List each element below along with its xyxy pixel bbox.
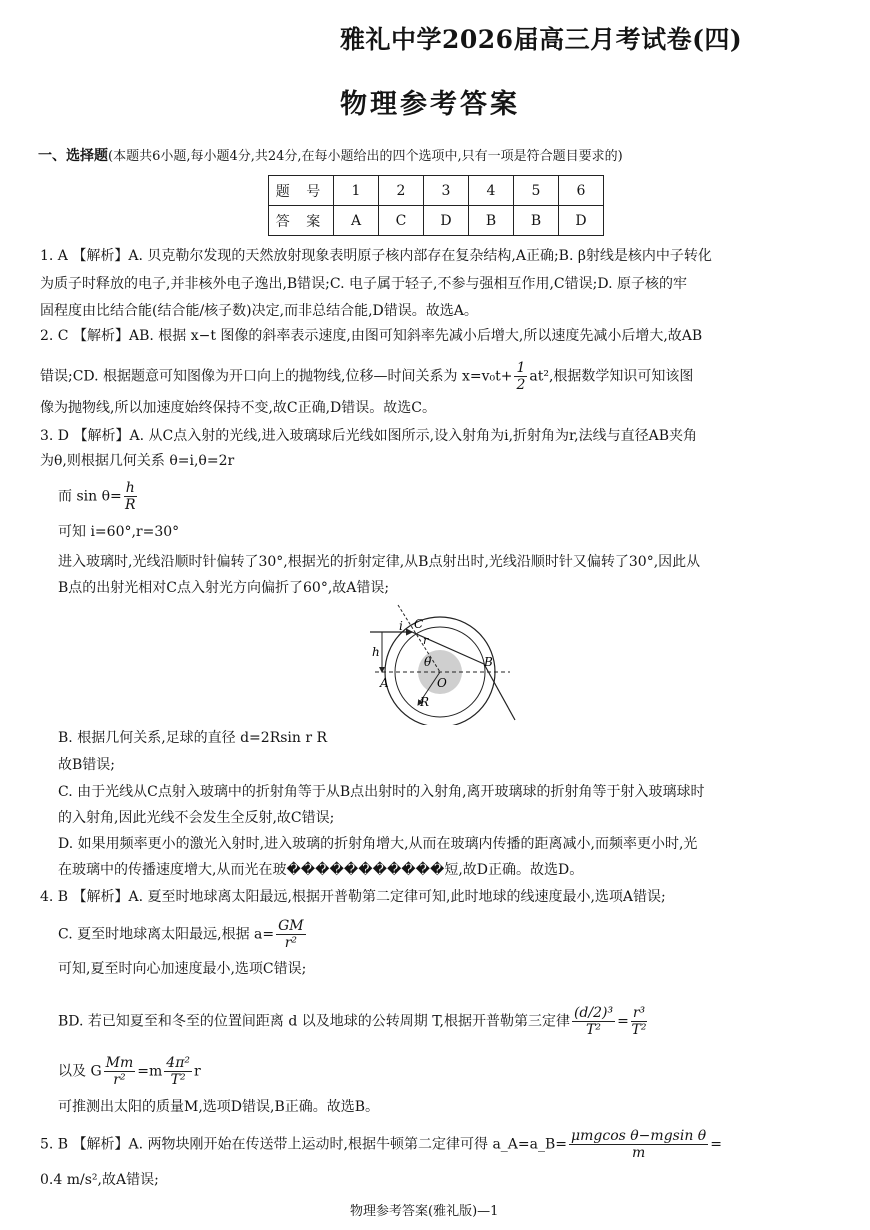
table-cell: C <box>379 206 424 236</box>
diagram-label: O <box>437 676 447 690</box>
q2-line: 像为抛物线,所以加速度始终保持不变,故C正确,D错误。故选C。 <box>40 400 436 416</box>
frac-numerator: 1 <box>516 360 526 376</box>
table-cell: D <box>559 206 604 236</box>
table-cell: B <box>514 206 559 236</box>
q3-line: 的入射角,因此光线不会发生全反射,故C错误; <box>58 810 335 826</box>
q3-line <box>58 480 139 513</box>
q3-line: 在玻璃中的传播速度增大,从而光在玻�����������短,故D正确。故选D。 <box>58 862 584 878</box>
diagram-label: C <box>414 617 424 631</box>
q5-fraction <box>569 1128 708 1161</box>
frac-numerator: h <box>125 480 135 496</box>
table-cell: A <box>334 206 379 236</box>
q5-text: = <box>710 1136 722 1153</box>
diagram-label: A <box>380 676 389 690</box>
q1-line: 固程度由比结合能(结合能/核子数)决定,而非总结合能,D错误。故选A。 <box>40 303 478 319</box>
q2-fraction <box>514 360 527 393</box>
table-cell: 1 <box>334 176 379 206</box>
frac-numerator: (d/2)³ <box>573 1005 614 1021</box>
q4-line <box>58 918 308 951</box>
q4-line: 可推测出太阳的质量M,选项D错误,B正确。故选B。 <box>58 1099 380 1115</box>
frac-numerator: r³ <box>632 1005 646 1021</box>
q3-fraction <box>124 480 137 513</box>
q3-line: B. 根据几何关系,足球的直径 d=2Rsin r R <box>58 730 328 746</box>
diagram-label: r <box>423 634 429 647</box>
q3-text: 而 sin θ= <box>58 488 122 505</box>
q3-line: B点的出射光相对C点入射光方向偏折了60°,故A错误; <box>58 580 390 596</box>
frac-denominator: r² <box>113 1072 126 1088</box>
table-cell: 2 <box>379 176 424 206</box>
q1-line: 为质子时释放的电子,并非核外电子逸出,B错误;C. 电子属于轻子,不参与强相互作用,C错误;D. 原子核的牢 <box>40 276 687 292</box>
q4-text: BD. 若已知夏至和冬至的位置间距离 d 以及地球的公转周期 T,根据开普勒第三定律 <box>58 1013 570 1030</box>
page-footer: 物理参考答案(雅礼版)—1 <box>350 1204 499 1219</box>
refraction-diagram <box>360 600 530 725</box>
section-label: 一、选择题 <box>38 148 108 164</box>
frac-numerator: GM <box>278 918 304 934</box>
frac-denominator: 2 <box>516 377 526 393</box>
frac-denominator: m <box>631 1145 646 1161</box>
frac-denominator: T² <box>586 1022 601 1038</box>
frac-denominator: R <box>124 497 136 513</box>
exit-ray <box>484 664 515 720</box>
table-cell: 4 <box>469 176 514 206</box>
q4-text: =m <box>137 1063 163 1080</box>
q4-text: = <box>617 1013 629 1030</box>
q4-line: 4. B 【解析】A. 夏至时地球离太阳最远,根据开普勒第二定律可知,此时地球的线速度最小,选项A错误; <box>40 889 666 905</box>
section-description: (本题共6小题,每小题4分,共24分,在每小题给出的四个选项中,只有一项是符合题目要求的) <box>108 149 623 164</box>
q4-text: r <box>194 1063 201 1080</box>
q4-fraction <box>104 1055 136 1088</box>
q3-line: C. 由于光线从C点射入玻璃中的折射角等于从B点出射时的入射角,离开玻璃球的折射角等于射入玻璃球时 <box>58 784 705 800</box>
frac-denominator: r² <box>284 935 298 951</box>
q3-line: 进入玻璃时,光线沿顺时针偏转了30°,根据光的折射定律,从B点射出时,光线沿顺时针又偏转了30°,因此从 <box>58 554 701 570</box>
q5-line: 0.4 m/s²,故A错误; <box>40 1172 159 1188</box>
document-title: 物理参考答案 <box>340 89 520 120</box>
q4-line <box>58 1005 649 1038</box>
table-cell: D <box>424 206 469 236</box>
q2-line <box>40 360 693 393</box>
table-cell: 3 <box>424 176 469 206</box>
q4-fraction <box>631 1005 647 1038</box>
q2-line: 2. C 【解析】AB. 根据 x−t 图像的斜率表示速度,由图可知斜率先减小后增大,所以速度先减小后增大,故AB <box>40 328 703 344</box>
q5-text: 5. B 【解析】A. 两物块刚开始在传送带上运动时,根据牛顿第二定律可得 a_A=a_B= <box>40 1136 568 1153</box>
q4-text: 以及 G <box>58 1063 102 1080</box>
q4-fraction <box>164 1055 192 1088</box>
q4-line <box>58 1055 201 1088</box>
q3-line: 故B错误; <box>58 757 116 773</box>
frac-denominator: T² <box>170 1072 186 1088</box>
answer-table-row-numbers <box>269 176 604 206</box>
q3-line: 可知 i=60°,r=30° <box>58 524 180 540</box>
q5-line <box>40 1128 722 1161</box>
frac-numerator: μmgcos θ−mgsin θ <box>571 1128 707 1144</box>
q4-fraction <box>276 918 306 951</box>
q3-line: D. 如果用频率更小的激光入射时,进入玻璃的折射角增大,从而在玻璃内传播的距离减小,而频率更小时,光 <box>58 836 698 852</box>
table-cell: B <box>469 206 514 236</box>
row-label-number: 题 号 <box>269 176 334 206</box>
frac-numerator: 4π² <box>166 1055 191 1071</box>
frac-denominator: T² <box>631 1022 647 1038</box>
q2-text: 错误;CD. 根据题意可知图像为开口向上的抛物线,位移—时间关系为 x=v₀t+ <box>40 368 513 385</box>
q3-line: 为θ,则根据几何关系 θ=i,θ=2r <box>40 453 235 469</box>
diagram-label: R <box>420 695 430 709</box>
q4-fraction <box>572 1005 615 1038</box>
table-cell: 6 <box>559 176 604 206</box>
normal-line <box>398 605 440 672</box>
answer-table-row-answers <box>269 206 604 236</box>
row-label-answer: 答 案 <box>269 206 334 236</box>
q1-line: 1. A 【解析】A. 贝克勒尔发现的天然放射现象表明原子核内部存在复杂结构,A正确;B. β射线是核内中子转化 <box>40 248 712 264</box>
diagram-label: i <box>399 619 403 633</box>
q3-line: 3. D 【解析】A. 从C点入射的光线,进入玻璃球后光线如图所示,设入射角为i,折射角为r,法线与直径AB夹角 <box>40 428 698 444</box>
school-exam-title: 雅礼中学2026届高三月考试卷(四) <box>340 25 743 54</box>
diagram-label: θ <box>424 655 432 669</box>
diagram-label: B <box>484 655 493 669</box>
table-cell: 5 <box>514 176 559 206</box>
frac-numerator: Mm <box>105 1055 134 1071</box>
q2-text: at²,根据数学知识可知该图 <box>529 368 694 385</box>
q4-line: 可知,夏至时向心加速度最小,选项C错误; <box>58 961 307 977</box>
section-heading <box>38 146 623 167</box>
answer-table <box>268 175 604 236</box>
diagram-label: h <box>372 645 380 659</box>
q4-text: C. 夏至时地球离太阳最远,根据 a= <box>58 926 275 943</box>
